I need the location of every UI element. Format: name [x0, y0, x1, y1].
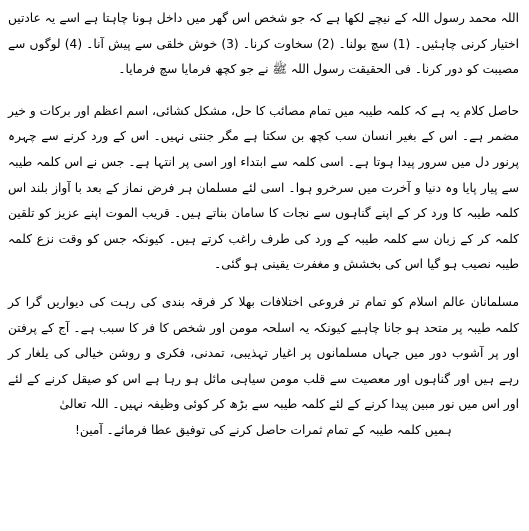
paragraph-1-text: اللہ محمد رسول اللہ کے نیچے لکھا ہے کہ جو شخص اس گھر میں داخل ہونا چاہتا ہے اسے یہ عادتیں اختیار کرنی چاہئیں۔ (1) سچ بولنا۔ (2) سخاوت کرنا۔ (3) خوش خلقی سے پیش آنا۔ (4) لوگوں سے مصیبت کو دور کرنا۔ فی الحقیقت رسول اللہ ﷺ نے جو کچھ فرمایا سچ فرمایا۔	[8, 11, 519, 77]
paragraph-2-text: حاصل کلام یہ ہے کہ کلمہ طیبہ میں تمام مصائب کا حل، مشکل کشائی، اسم اعظم اور برکات و خیر مضمر ہے۔ اس کے بغیر انسان سب کچھ بن سکتا ہے مگر جنتی نہیں۔ اس کے ورد کرنے سے چہرہ پرنور دل میں سرور پیدا ہوتا ہے۔ اسی کلمہ سے ابتداء اور اسی پر انتہا ہے۔ جس نے اس کلمہ طیبہ سے پیار پایا وہ دنیا و آخرت میں سرخرو ہوا۔ اسی لئے مسلمان ہر فرض نماز کے بعد با آواز بلند اس کلمہ طیبہ کا ورد کر کے اپنے گناہوں سے نجات کا سامان بناتے ہیں۔ قریب الموت اپنے عزیز کو تلقین کلمہ کر کے زبان سے کلمہ طیبہ کے ورد کی طرف راغب کرتے ہیں۔ کیونکہ جس کو وقت نزع کلمہ طیبہ نصیب ہو گیا اس کی بخشش و مغفرت یقینی ہو گئی۔	[8, 103, 519, 272]
paragraph-1	[8, 6, 519, 83]
paragraph-3-text: مسلمانان عالم اسلام کو تمام تر فروعی اختلافات بھلا کر فرقہ بندی کی رہت کی دیواریں گرا کر کلمہ طیبہ پر متحد ہو جانا چاہیے کیونکہ یہ اسلحہ مومن اور شخص کا فر کا سبب ہے۔ آج کے پرفتن اور پر آشوب دور میں جہاں مسلمانوں پر اغیار تہذیبی، تمدنی، فکری و روشن خیالی کی یلغار کر رہے ہیں اور گناہوں اور معصیت سے قلب مومن سیاہی مائل ہو رہا ہے اس کو صیقل کرنے کے لئے اور اس میں نور مبین پیدا کرنے کے لئے کلمہ طیبہ سے بڑھ کر کوئی وظیفہ نہیں۔ اللہ تعالیٰ	[8, 294, 519, 412]
paragraph-3	[8, 290, 519, 444]
closing-prayer: ہمیں کلمہ طیبہ کے تمام ثمرات حاصل کرنے کی توفیق عطا فرمائے۔ آمین!	[75, 422, 452, 437]
paragraph-2	[8, 99, 519, 278]
